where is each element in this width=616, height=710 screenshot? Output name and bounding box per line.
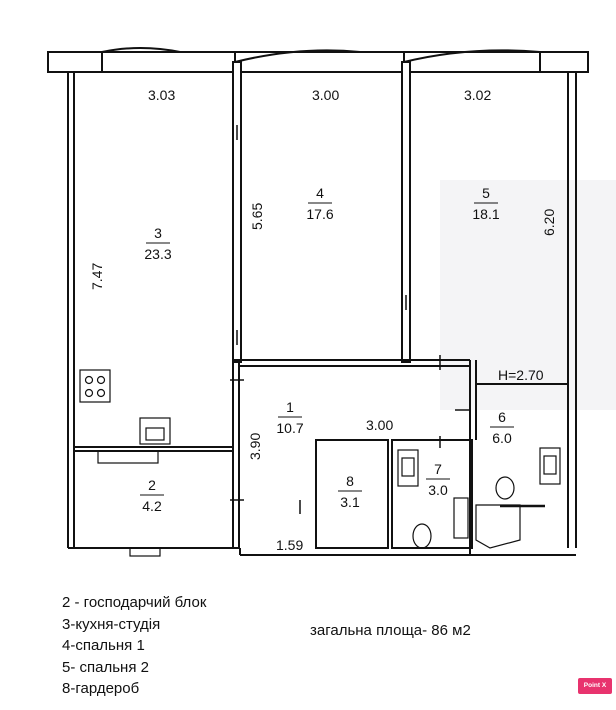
- legend-item: 5- спальня 2: [62, 658, 149, 676]
- room-8-label: [338, 473, 362, 510]
- room-legend: [62, 592, 206, 700]
- dim-left-height: 7.47: [89, 262, 105, 290]
- svg-text:10.7: 10.7: [276, 420, 304, 436]
- svg-text:5: 5: [482, 185, 490, 201]
- dim-ceiling: H=2.70: [498, 367, 544, 383]
- room-4-label: [306, 185, 333, 222]
- svg-text:1: 1: [286, 399, 294, 415]
- svg-text:18.1: 18.1: [472, 206, 500, 222]
- dim-room5-height: 6.20: [541, 208, 557, 236]
- svg-text:2: 2: [148, 477, 156, 493]
- room-6-label: [490, 409, 514, 446]
- dim-top-left: 3.03: [148, 87, 176, 103]
- svg-text:3.0: 3.0: [428, 482, 448, 498]
- dim-room4-height: 5.65: [249, 202, 265, 230]
- dim-hall-width: 3.00: [366, 417, 394, 433]
- legend-item: 3-кухня-студія: [62, 615, 161, 633]
- svg-text:6.0: 6.0: [492, 430, 512, 446]
- svg-text:17.6: 17.6: [306, 206, 334, 222]
- svg-text:8: 8: [346, 473, 354, 489]
- svg-text:4: 4: [316, 185, 324, 201]
- legend-item: 8-гардероб: [62, 680, 140, 697]
- room-7-label: [426, 461, 450, 498]
- svg-text:3: 3: [154, 225, 162, 241]
- svg-text:23.3: 23.3: [144, 246, 172, 262]
- svg-text:6: 6: [498, 409, 506, 425]
- svg-text:4.2: 4.2: [142, 498, 162, 514]
- legend-item: 2 - господарчий блок: [62, 594, 207, 611]
- watermark-badge: Point X Lite: [578, 678, 612, 694]
- total-area: загальна площа- 86 м2: [310, 622, 471, 639]
- dim-hall-height: 3.90: [247, 432, 263, 460]
- legend-item: 4-спальня 1: [62, 637, 145, 654]
- room-2-label: [140, 477, 164, 514]
- room-3-label: [144, 225, 171, 262]
- room-1-label: [276, 399, 303, 436]
- svg-text:7: 7: [434, 461, 442, 477]
- dim-top-mid: 3.00: [312, 87, 340, 103]
- dim-bottom-width: 1.59: [276, 537, 304, 553]
- dim-top-right: 3.02: [464, 87, 492, 103]
- svg-text:3.1: 3.1: [340, 494, 360, 510]
